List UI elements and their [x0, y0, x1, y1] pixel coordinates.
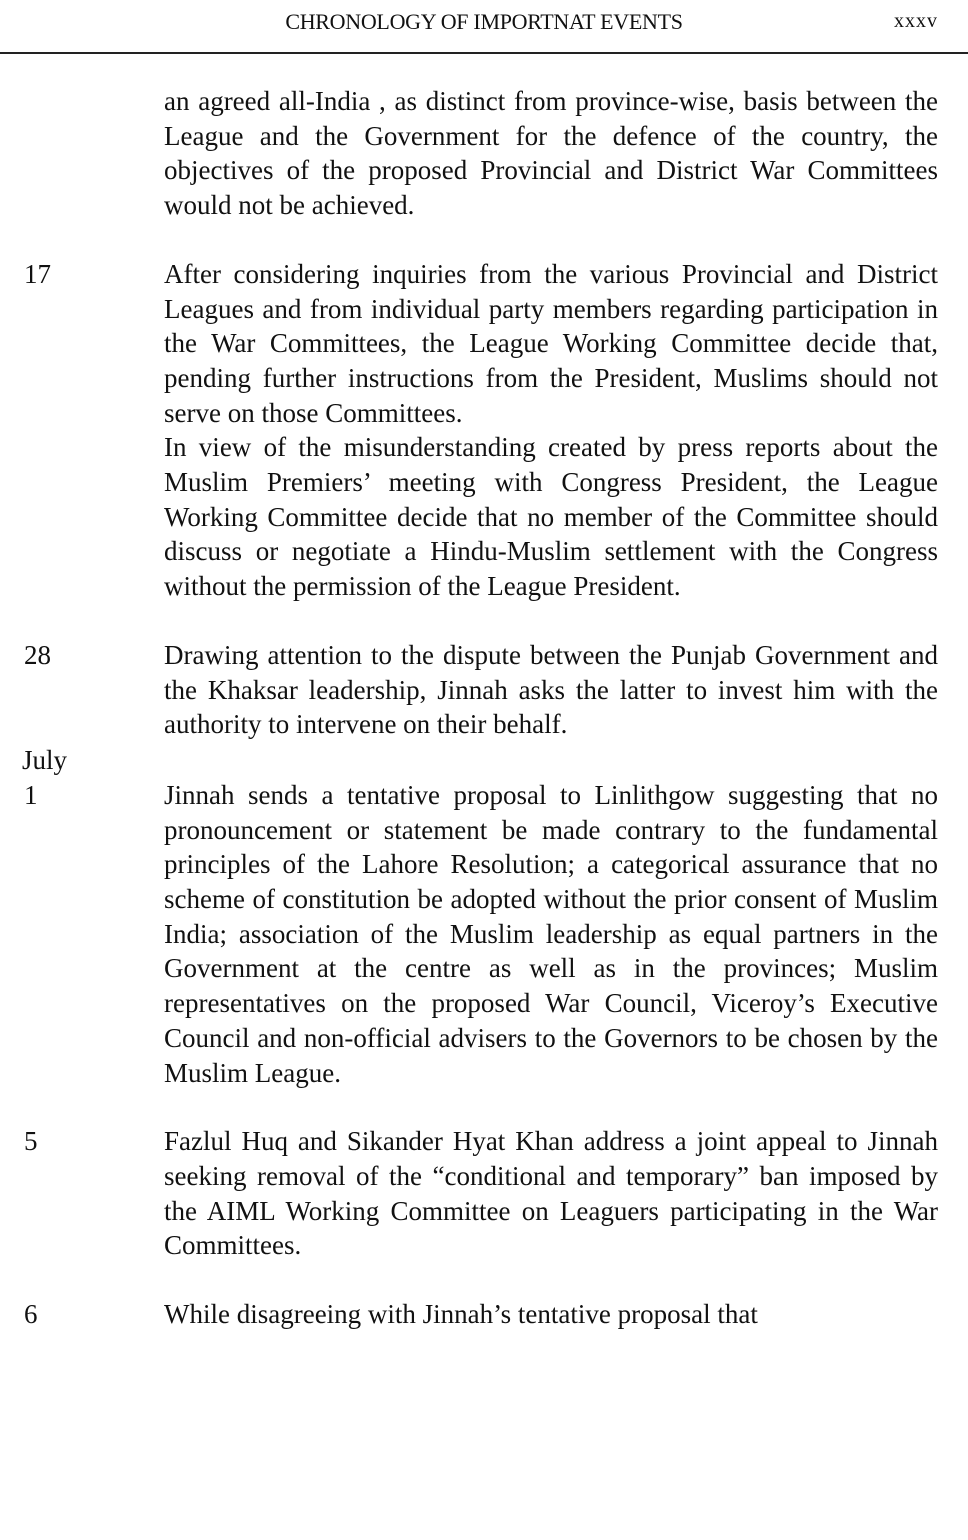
entry-paragraph: Fazlul Huq and Sikander Hyat Khan address a joint appeal to Jinnah seeking removal of the “conditional and temporary” ban imposed by the AIML Working Committee on Leaguers participating in the War Committees.	[164, 1126, 938, 1261]
entry-paragraph: While disagreeing with Jinnah’s tentative proposal that	[164, 1299, 758, 1330]
entry-paragraph: In view of the misunderstanding created by press reports about the Muslim Premiers’ meeting with Congress President, the League Working Committee decide that no member of the Committee should discuss or negotiate a Hindu-Muslim settlement with the Congress without the permission of the League President.	[164, 432, 938, 602]
entry-5	[0, 1124, 968, 1263]
entry-17	[0, 257, 968, 604]
entry-date: 17	[24, 258, 51, 289]
running-header-title: CHRONOLOGY OF IMPORTNAT EVENTS	[285, 9, 683, 34]
continued-entry	[0, 84, 968, 223]
page-number: xxxv	[894, 10, 938, 32]
entry-6	[0, 1297, 968, 1332]
entry-28	[0, 638, 968, 742]
month-heading: July	[22, 744, 68, 775]
entry-paragraph: Jinnah sends a tentative proposal to Linlithgow suggesting that no pronouncement or statement be made contrary to the fundamental principles of the Lahore Resolution; a categorical assurance that no scheme of constitution be adopted without the prior consent of Muslim India; association of the Muslim leadership as equal partners in the Government at the centre as well as in the provinces; Muslim representatives on the proposed War Council, Viceroy’s Executive Council and non-official advisers to the Governors to be chosen by the Muslim League.	[164, 779, 938, 1088]
entry-july-1	[0, 778, 968, 1090]
running-header	[0, 0, 968, 54]
entry-paragraph: After considering inquiries from the various Provincial and District Leagues and from individual party members regarding participation in the War Committees, the League Working Committee decide that, pending further instructions from the President, Muslims should not serve on those Committees.	[164, 258, 938, 428]
entry-date: 6	[24, 1299, 38, 1330]
entry-date: 5	[24, 1126, 38, 1157]
entry-paragraph: Drawing attention to the dispute between the Punjab Government and the Khaksar leadership, Jinnah asks the latter to invest him with the authority to intervene on their behalf.	[164, 639, 938, 740]
entry-date: 28	[24, 639, 51, 670]
continued-paragraph: an agreed all-India , as distinct from province-wise, basis between the League and the Government for the defence of the country, the objectives of the proposed Provincial and District War Committees would not be achieved.	[164, 86, 938, 221]
chronology-body	[0, 84, 968, 1332]
entry-date: 1	[24, 779, 38, 810]
